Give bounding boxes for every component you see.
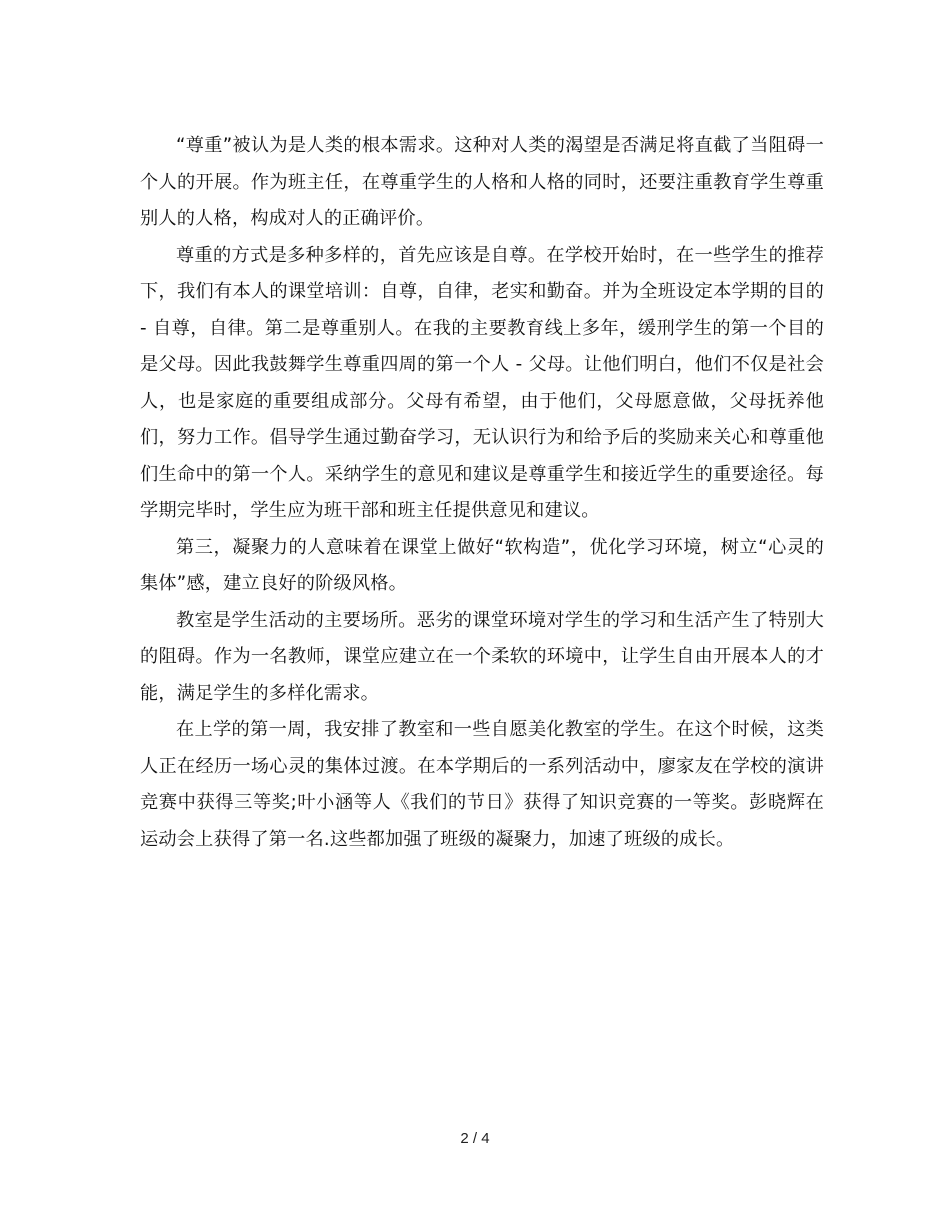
paragraph-1: “尊重”被认为是人类的根本需求。这种对人类的渴望是否满足将直截了当阻碍一个人的开展。作为班主任，在尊重学生的人格和人格的同时，还要注重教育学生尊重别人的人格，构成对人的正确评价。 bbox=[140, 135, 824, 229]
page-number: 2 / 4 bbox=[460, 1130, 490, 1147]
paragraph-5: 在上学的第一周，我安排了教室和一些自愿美化教室的学生。在这个时候，这类人正在经历一场心灵的集体过渡。在本学期后的一系列活动中，廖家友在学校的演讲竞赛中获得三等奖;叶小涵等人《我们的节日》获得了知识竞赛的一等奖。彭晓辉在运动会上获得了第一名.这些都加强了班级的凝聚力，加速了班级的成长。 bbox=[140, 719, 824, 850]
paragraph-4: 教室是学生活动的主要场所。恶劣的课堂环境对学生的学习和生活产生了特别大的阻碍。作为一名教师，课堂应建立在一个柔软的环境中，让学生自由开展本人的才能，满足学生的多样化需求。 bbox=[140, 609, 824, 704]
paragraph-3: 第三，凝聚力的人意味着在课堂上做好“软构造”，优化学习环境，树立“心灵的集体”感，建立良好的阶级风格。 bbox=[140, 536, 824, 594]
document-body bbox=[140, 128, 824, 858]
paragraph-2: 尊重的方式是多种多样的，首先应该是自尊。在学校开始时，在一些学生的推荐下，我们有本人的课堂培训：自尊，自律，老实和勤奋。并为全班设定本学期的目的 - 自尊，自律。第二是尊重别人。在我的主要教育线上多年，缓刑学生的第一个目的是父母。因此我鼓舞学生尊重四周的第一个人 - 父母。让他们明白，他们不仅是社会人，也是家庭的重要组成部分。父母有希望，由于他们，父母愿意做，父母抚养他们，努力工作。倡导学生通过勤奋学习，无认识行为和给予后的奖励来关心和尊重他们生命中的第一个人。采纳学生的意见和建议是尊重学生和接近学生的重要途径。每学期完毕时，学生应为班干部和班主任提供意见和建议。 bbox=[140, 244, 824, 521]
